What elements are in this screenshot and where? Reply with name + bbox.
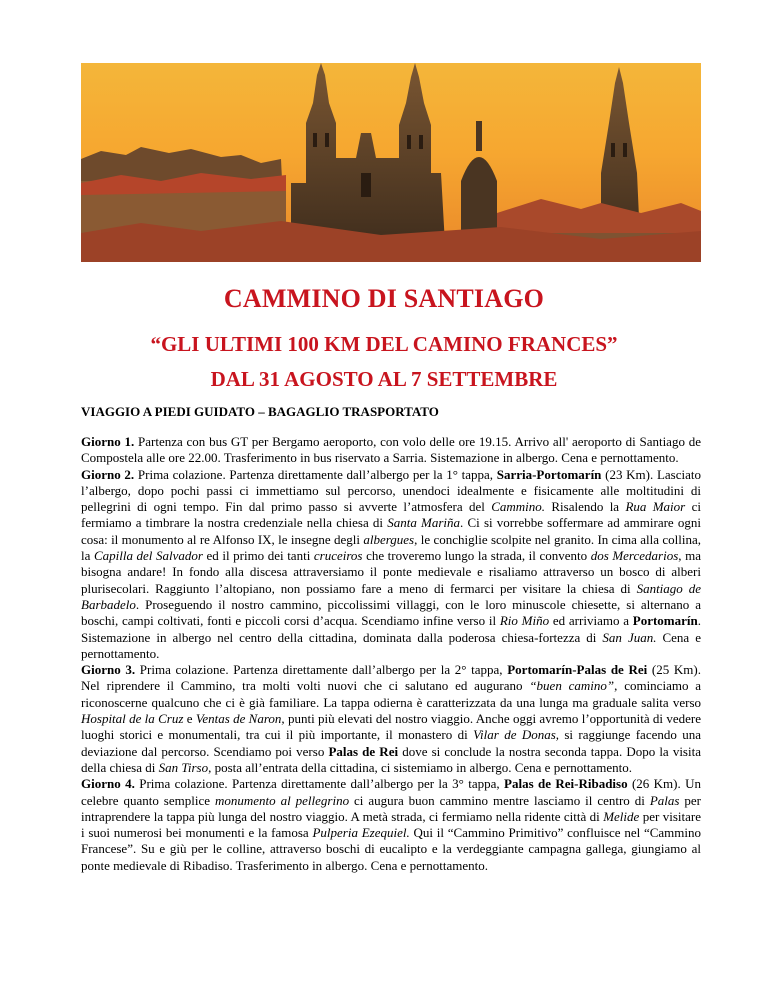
body-text: (23 Km). Lasciato l’albergo, dopo pochi passi ci immettiamo sul percorso, unendoci idealmente e fisicamente alle moltitudini di pellegrini di ogni tempo. Fin dal primo passo si avverte l’atmosfera del <box>81 466 701 515</box>
body-text: si raggiunge facendo una deviazione dal percorso. Scendiamo poi verso <box>81 727 701 759</box>
highlight-text: Melide <box>603 808 640 824</box>
highlight-text: Capilla del Salvador <box>93 548 203 564</box>
highlight-text: albergues <box>363 531 415 547</box>
highlight-text: Rio Miño <box>499 613 550 629</box>
body-text: Partenza con bus GT per Bergamo aeroporto, con volo delle ore 19.15. Arrivo all' aeroporto di Santiago de Compostela alle ore 22.00. Trasferimento in bus riservato a Sarria. Sistemazione in albergo. Cena e pernottamento. <box>81 434 701 466</box>
day-label: Giorno 1. <box>81 434 135 449</box>
highlight-text: Cammino. <box>491 499 545 515</box>
highlight-text: cruceiros <box>313 548 363 564</box>
body-text: ci fermiamo a timbrare la nostra credenziale nella chiesa di <box>81 499 701 531</box>
highlight-text: San Juan. <box>602 629 657 645</box>
body-text: Prima colazione. Partenza direttamente dall’albergo per la 2° tappa, <box>135 662 508 678</box>
body-text: Risalendo la <box>545 499 626 515</box>
body-text: ci augura buon cammino mentre lasciamo il centro di <box>349 792 650 808</box>
highlight-text: Ventas de Naron, <box>195 711 285 727</box>
body-text: , posta all’entrata della cittadina, ci sistemiamo in albergo. Cena e pernottamento. <box>208 759 633 775</box>
body-text: Prima colazione. Partenza direttamente dall’albergo per la 1° tappa, <box>134 466 497 482</box>
body-text: Cena e pernottamento. <box>81 629 701 661</box>
highlight-text: Santiago de Barbadelo <box>81 580 702 612</box>
body-text: , le conchiglie scolpite nel granito. In cima alla collina, la <box>81 531 701 564</box>
body-text: Prima colazione. Partenza direttamente dall’albergo per la 3° tappa, <box>134 776 505 792</box>
place-name: Sarria-Portomarín <box>496 466 602 482</box>
highlight-text: Rua Maior <box>625 499 686 515</box>
highlight-text: monumento al pellegrino <box>214 792 350 808</box>
day-paragraph <box>81 662 701 776</box>
body-text: . Proseguendo il nostro cammino, piccolissimi villaggi, con le loro minuscole chiesette, si alternano a boschi, campi coltivati, fonti e piccoli corsi d’acqua. Scendiamo infine verso il <box>81 596 701 629</box>
highlight-text: Vilar de Donas, <box>473 727 560 743</box>
body-text: ed il primo dei tanti <box>202 548 314 564</box>
day-paragraph <box>81 776 701 874</box>
day-paragraph <box>81 467 701 663</box>
body-text: . Sistemazione in albergo nel centro della cittadina, dominata dalla poderosa chiesa-fortezza di <box>81 613 701 645</box>
place-name: Portomarín <box>632 613 698 629</box>
body-text: e <box>183 711 196 727</box>
body-text: , ma bisogna andare! In fondo alla discesa attraversiamo il ponte medievale e risaliamo attraverso un bosco di alberi plurisecolari. Raggiunto l’altopiano, non possiamo fare a meno di fermarci per visitare la chiesa di <box>81 548 701 596</box>
highlight-text: “buen camino” <box>529 678 615 694</box>
highlight-text: Palas <box>649 792 680 808</box>
highlight-text: Hospital de la Cruz <box>81 711 184 727</box>
trip-type: VIAGGIO A PIEDI GUIDATO – BAGAGLIO TRASPORTATO <box>81 404 439 419</box>
highlight-text: Santa Mariña <box>387 515 461 531</box>
body-text: , cominciamo a riconoscerne qualcuno che ci è già familiare. La tappa odierna è caratterizzata da una lunga ma graduale salita verso <box>81 678 702 710</box>
day-label: Giorno 4. <box>81 776 135 792</box>
body-text: (25 Km). Nel riprendere il Cammino, tra molti volti nuovi che ci salutano ed augurano <box>81 662 701 694</box>
trip-dates: DAL 31 AGOSTO AL 7 SETTEMBRE <box>210 367 558 391</box>
body-text: dove si conclude la nostra seconda tappa. Dopo la visita della chiesa di <box>81 743 701 775</box>
place-name: Portomarín-Palas de Rei <box>507 662 648 678</box>
body-text: . Ci si vorrebbe soffermare ad ammirare ogni cosa: il monumento al re Alfonso IX, le insegne degli <box>81 515 701 547</box>
page-subtitle: “GLI ULTIMI 100 KM DEL CAMINO FRANCES” <box>150 332 618 356</box>
itinerary <box>81 434 701 874</box>
body-text: che troveremo lungo la strada, il convento <box>362 548 591 564</box>
body-text: punti più elevati del nostro viaggio. Anche oggi avremo l’opportunità di vedere luoghi storici e monumentali, tra cui il più importante, il monastero di <box>81 711 701 743</box>
body-text: (26 Km). Un celebre quanto semplice <box>81 776 701 808</box>
highlight-text: dos Mercedarios <box>590 548 679 564</box>
place-name: Palas de Rei-Ribadiso <box>504 776 628 792</box>
day-label: Giorno 2. <box>81 466 135 482</box>
body-text: Qui il “Cammino Primitivo” confluisce nel “Cammino Francese”. Su e giù per le colline, attraverso boschi di eucalipto e la verdeggiante campagna gallega, giungiamo al ponte medievale di Ribadiso. Trasferimento in albergo. Cena e pernottamento. <box>81 825 701 873</box>
cathedral-photo <box>81 63 701 262</box>
body-text: ed arriviamo a <box>549 613 633 629</box>
day-label: Giorno 3. <box>81 662 136 678</box>
day-paragraph <box>81 434 701 467</box>
highlight-text: San Tirso <box>158 759 209 775</box>
body-text: per visitare i suoi numerosi bei monumenti e la famosa <box>81 808 701 841</box>
highlight-text: Pulperia Ezequiel. <box>312 825 410 841</box>
page-title: CAMMINO DI SANTIAGO <box>223 284 545 313</box>
body-text: per intraprendere la tappa più lunga del nostro viaggio. A metà strada, ci fermiamo nella ridente città di <box>81 792 701 824</box>
place-name: Palas de Rei <box>328 743 399 759</box>
